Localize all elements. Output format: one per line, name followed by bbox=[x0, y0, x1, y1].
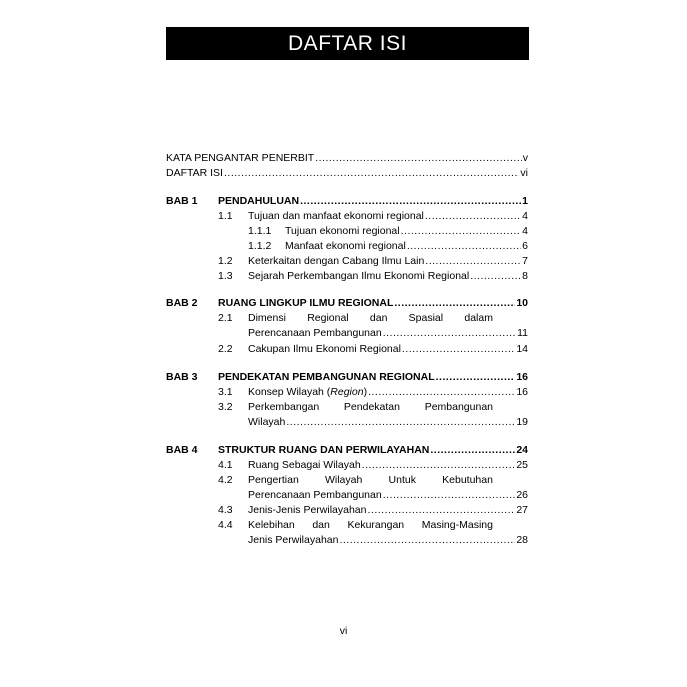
section-page: 25 bbox=[516, 459, 528, 471]
chapter-title: STRUKTUR RUANG DAN PERWILAYAHAN bbox=[218, 444, 430, 456]
toc-entry-daftar-isi[interactable] bbox=[166, 167, 528, 180]
toc-section-4-2-line2[interactable] bbox=[248, 489, 528, 502]
section-number: 4.3 bbox=[218, 504, 233, 516]
subsection-number: 1.1.1 bbox=[248, 225, 272, 237]
section-label-text: ) bbox=[363, 386, 368, 398]
subsection-label: Tujuan ekonomi regional bbox=[285, 225, 400, 237]
section-page: 14 bbox=[516, 343, 528, 355]
section-page: 4 bbox=[522, 210, 528, 222]
dot-leader bbox=[425, 255, 521, 268]
section-number: 2.1 bbox=[218, 312, 233, 324]
section-label-word: dan bbox=[312, 519, 330, 531]
section-label: Tujuan dan manfaat ekonomi regional bbox=[248, 210, 424, 222]
chapter-page: 24 bbox=[516, 444, 528, 456]
section-label-word: Kebutuhan bbox=[442, 474, 493, 486]
toc-section-2-1-line2[interactable] bbox=[248, 327, 528, 340]
section-label bbox=[248, 386, 367, 399]
toc-chapter-2[interactable] bbox=[218, 297, 528, 310]
section-page: 7 bbox=[522, 255, 528, 267]
dot-leader bbox=[430, 444, 515, 457]
toc-chapter-4[interactable] bbox=[218, 444, 528, 457]
chapter-page: 10 bbox=[516, 297, 528, 309]
section-label-word: Regional bbox=[307, 312, 349, 324]
toc-entry-label: KATA PENGANTAR PENERBIT bbox=[166, 152, 315, 164]
section-page: 26 bbox=[516, 489, 528, 501]
section-label-text: Konsep Wilayah ( bbox=[248, 386, 331, 398]
section-label: Perencanaan Pembangunan bbox=[248, 489, 382, 501]
dot-leader bbox=[401, 225, 522, 238]
toc-section-2-1-line1[interactable] bbox=[248, 312, 493, 325]
section-number: 1.1 bbox=[218, 210, 233, 222]
subsection-label: Manfaat ekonomi regional bbox=[285, 240, 406, 252]
section-label-word: dan bbox=[369, 312, 388, 324]
toc-section-3-2-line1[interactable] bbox=[248, 401, 493, 414]
dot-leader bbox=[383, 327, 516, 340]
section-label: Cakupan Ilmu Ekonomi Regional bbox=[248, 343, 401, 355]
section-label-word: Spasial bbox=[408, 312, 444, 324]
section-label-emphasis: Region bbox=[330, 386, 364, 398]
dot-leader bbox=[407, 240, 521, 253]
section-label: Jenis Perwilayahan bbox=[248, 534, 339, 546]
dot-leader bbox=[470, 270, 521, 283]
section-label: Ruang Sebagai Wilayah bbox=[248, 459, 361, 471]
section-page: 19 bbox=[516, 416, 528, 428]
section-number: 4.2 bbox=[218, 474, 233, 486]
dot-leader bbox=[394, 297, 515, 310]
toc-entry-kata-pengantar[interactable] bbox=[166, 152, 528, 165]
section-label-word: dalam bbox=[464, 312, 493, 324]
dot-leader bbox=[402, 343, 515, 356]
section-label: Jenis-Jenis Perwilayahan bbox=[248, 504, 367, 516]
dot-leader bbox=[425, 210, 521, 223]
section-label-word: Pembangunan bbox=[424, 401, 493, 413]
dot-leader bbox=[367, 504, 515, 517]
dot-leader bbox=[224, 167, 519, 180]
section-page: 8 bbox=[522, 270, 528, 282]
section-label-word: Untuk bbox=[388, 474, 416, 486]
toc-entry-page: vi bbox=[520, 167, 528, 179]
chapter-title: PENDAHULUAN bbox=[218, 195, 300, 207]
toc-section-4-3[interactable] bbox=[248, 504, 528, 517]
section-page: 27 bbox=[516, 504, 528, 516]
section-page: 28 bbox=[516, 534, 528, 546]
section-label: Wilayah bbox=[248, 416, 286, 428]
chapter-number: BAB 4 bbox=[166, 444, 198, 456]
section-number: 3.2 bbox=[218, 401, 233, 413]
chapter-number: BAB 2 bbox=[166, 297, 198, 309]
toc-section-2-2[interactable] bbox=[248, 343, 528, 356]
page-number: vi bbox=[339, 625, 348, 637]
dot-leader bbox=[300, 195, 521, 208]
toc-section-1-2[interactable] bbox=[248, 255, 528, 268]
section-number: 4.1 bbox=[218, 459, 233, 471]
section-label-word: Wilayah bbox=[324, 474, 363, 486]
dot-leader bbox=[286, 416, 515, 429]
chapter-number: BAB 1 bbox=[166, 195, 198, 207]
section-label: Sejarah Perkembangan Ilmu Ekonomi Regional bbox=[248, 270, 470, 282]
toc-section-1-1[interactable] bbox=[248, 210, 528, 223]
chapter-title: RUANG LINGKUP ILMU REGIONAL bbox=[218, 297, 394, 309]
section-label: Perencanaan Pembangunan bbox=[248, 327, 382, 339]
toc-section-4-1[interactable] bbox=[248, 459, 528, 472]
section-page: 16 bbox=[516, 386, 528, 398]
chapter-page: 16 bbox=[516, 371, 528, 383]
toc-chapter-1[interactable] bbox=[218, 195, 528, 208]
section-page: 11 bbox=[517, 327, 528, 339]
chapter-title: PENDEKATAN PEMBANGUNAN REGIONAL bbox=[218, 371, 435, 383]
toc-entry-label: DAFTAR ISI bbox=[166, 167, 223, 179]
section-label-word: Kekurangan bbox=[347, 519, 405, 531]
section-number: 2.2 bbox=[218, 343, 233, 355]
toc-entry-page: v bbox=[522, 152, 528, 164]
section-number: 1.3 bbox=[218, 270, 233, 282]
chapter-page: 1 bbox=[522, 195, 528, 207]
dot-leader bbox=[315, 152, 522, 165]
toc-section-4-4-line1[interactable] bbox=[248, 519, 493, 532]
toc-section-3-1[interactable] bbox=[248, 386, 528, 399]
toc-section-1-1-2[interactable] bbox=[285, 240, 528, 253]
section-number: 4.4 bbox=[218, 519, 233, 531]
toc-section-4-2-line1[interactable] bbox=[248, 474, 493, 487]
section-label: Keterkaitan dengan Cabang Ilmu Lain bbox=[248, 255, 425, 267]
section-label-word: Dimensi bbox=[248, 312, 286, 324]
subsection-number: 1.1.2 bbox=[248, 240, 272, 252]
page-title: DAFTAR ISI bbox=[166, 27, 529, 60]
subsection-page: 4 bbox=[522, 225, 528, 237]
dot-leader bbox=[362, 459, 516, 472]
toc-section-3-2-line2[interactable] bbox=[248, 416, 528, 429]
dot-leader bbox=[436, 371, 516, 384]
toc-section-1-1-1[interactable] bbox=[285, 225, 528, 238]
dot-leader bbox=[383, 489, 516, 502]
section-label-word: Perkembangan bbox=[248, 401, 320, 413]
subsection-page: 6 bbox=[522, 240, 528, 252]
section-label-word: Kelebihan bbox=[248, 519, 295, 531]
dot-leader bbox=[368, 386, 515, 399]
section-number: 3.1 bbox=[218, 386, 233, 398]
toc-chapter-3[interactable] bbox=[218, 371, 528, 384]
dot-leader bbox=[339, 534, 515, 547]
section-label-word: Pengertian bbox=[248, 474, 299, 486]
toc-section-4-4-line2[interactable] bbox=[248, 534, 528, 547]
section-label-word: Masing-Masing bbox=[421, 519, 493, 531]
section-label-word: Pendekatan bbox=[343, 401, 400, 413]
toc-section-1-3[interactable] bbox=[248, 270, 528, 283]
chapter-number: BAB 3 bbox=[166, 371, 198, 383]
section-number: 1.2 bbox=[218, 255, 233, 267]
